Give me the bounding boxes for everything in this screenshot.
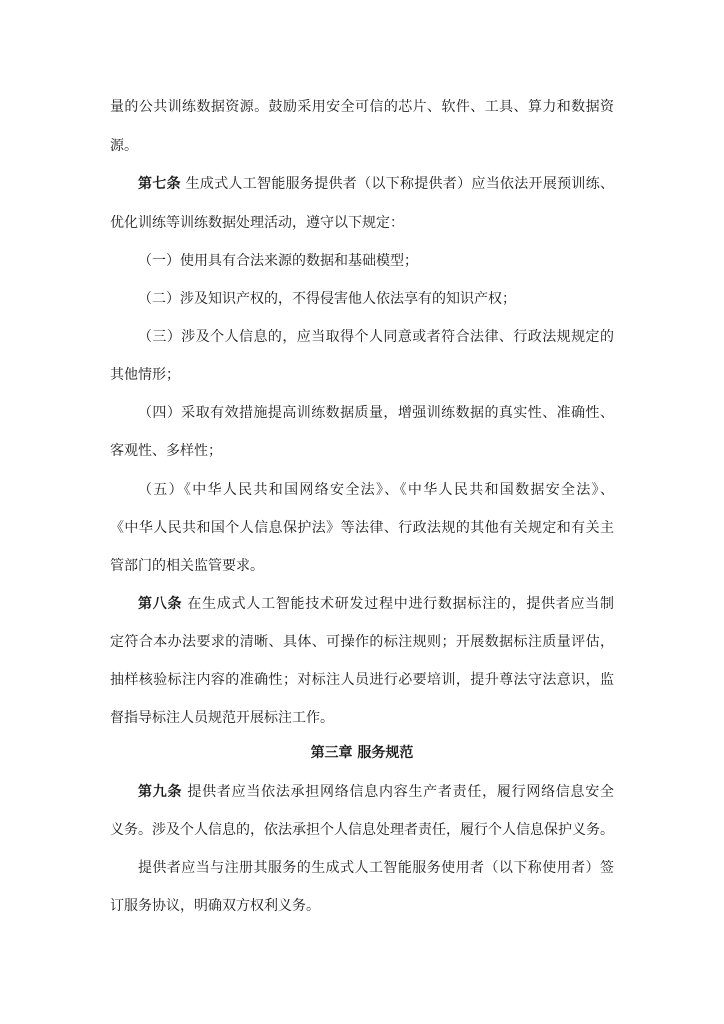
article-8-text: 在生成式人工智能技术研发过程中进行数据标注的，提供者应当制 <box>182 596 615 612</box>
paragraph-line: 管部门的相关监管要求。 <box>110 558 264 574</box>
list-item-3: （三）涉及个人信息的，应当取得个人同意或者符合法律、行政法规规定的 <box>138 329 614 345</box>
article-7-first-line <box>138 174 614 194</box>
article-7-text: 生成式人工智能服务提供者（以下称提供者）应当依法开展预训练、 <box>180 176 615 192</box>
list-item-2: （二）涉及知识产权的，不得侵害他人依法享有的知识产权； <box>138 291 516 307</box>
article-8-first-line <box>138 594 614 614</box>
paragraph-line: 客观性、多样性； <box>110 443 222 459</box>
paragraph-line: 义务。涉及个人信息的，依法承担个人信息处理者责任，履行个人信息保护义务。 <box>110 822 614 838</box>
article-9-first-line <box>138 782 614 802</box>
paragraph-line: 定符合本办法要求的清晰、具体、可操作的标注规则；开展数据标注质量评估， <box>110 634 614 650</box>
article-9-label: 第九条 <box>138 784 183 800</box>
paragraph-line: 提供者应当与注册其服务的生成式人工智能服务使用者（以下称使用者）签 <box>138 860 614 876</box>
paragraph-line: 其他情形； <box>110 367 180 383</box>
list-item-5: （五）《中华人民共和国网络安全法》、《中华人民共和国数据安全法》、 <box>138 482 614 498</box>
list-item-1: （一）使用具有合法来源的数据和基础模型； <box>138 253 418 269</box>
article-8-label: 第八条 <box>138 596 183 612</box>
paragraph-line: 《中华人民共和国个人信息保护法》等法律、行政法规的其他有关规定和有关主 <box>110 520 614 536</box>
paragraph-line: 源。 <box>110 138 138 154</box>
list-item-4: （四）采取有效措施提高训练数据质量，增强训练数据的真实性、准确性、 <box>138 405 614 421</box>
article-9-text: 提供者应当依法承担网络信息内容生产者责任，履行网络信息安全 <box>182 784 615 800</box>
paragraph-line: 订服务协议，明确双方权利义务。 <box>110 898 320 914</box>
chapter-heading: 第三章 服务规范 <box>310 745 414 761</box>
article-7-label: 第七条 <box>138 176 181 192</box>
paragraph-line: 优化训练等训练数据处理活动，遵守以下规定： <box>110 215 404 231</box>
paragraph-line: 量的公共训练数据资源。鼓励采用安全可信的芯片、软件、工具、算力和数据资 <box>110 99 614 115</box>
paragraph-line: 抽样核验标注内容的准确性；对标注人员进行必要培训，提升尊法守法意识，监 <box>110 672 614 688</box>
paragraph-line: 督指导标注人员规范开展标注工作。 <box>110 710 334 726</box>
